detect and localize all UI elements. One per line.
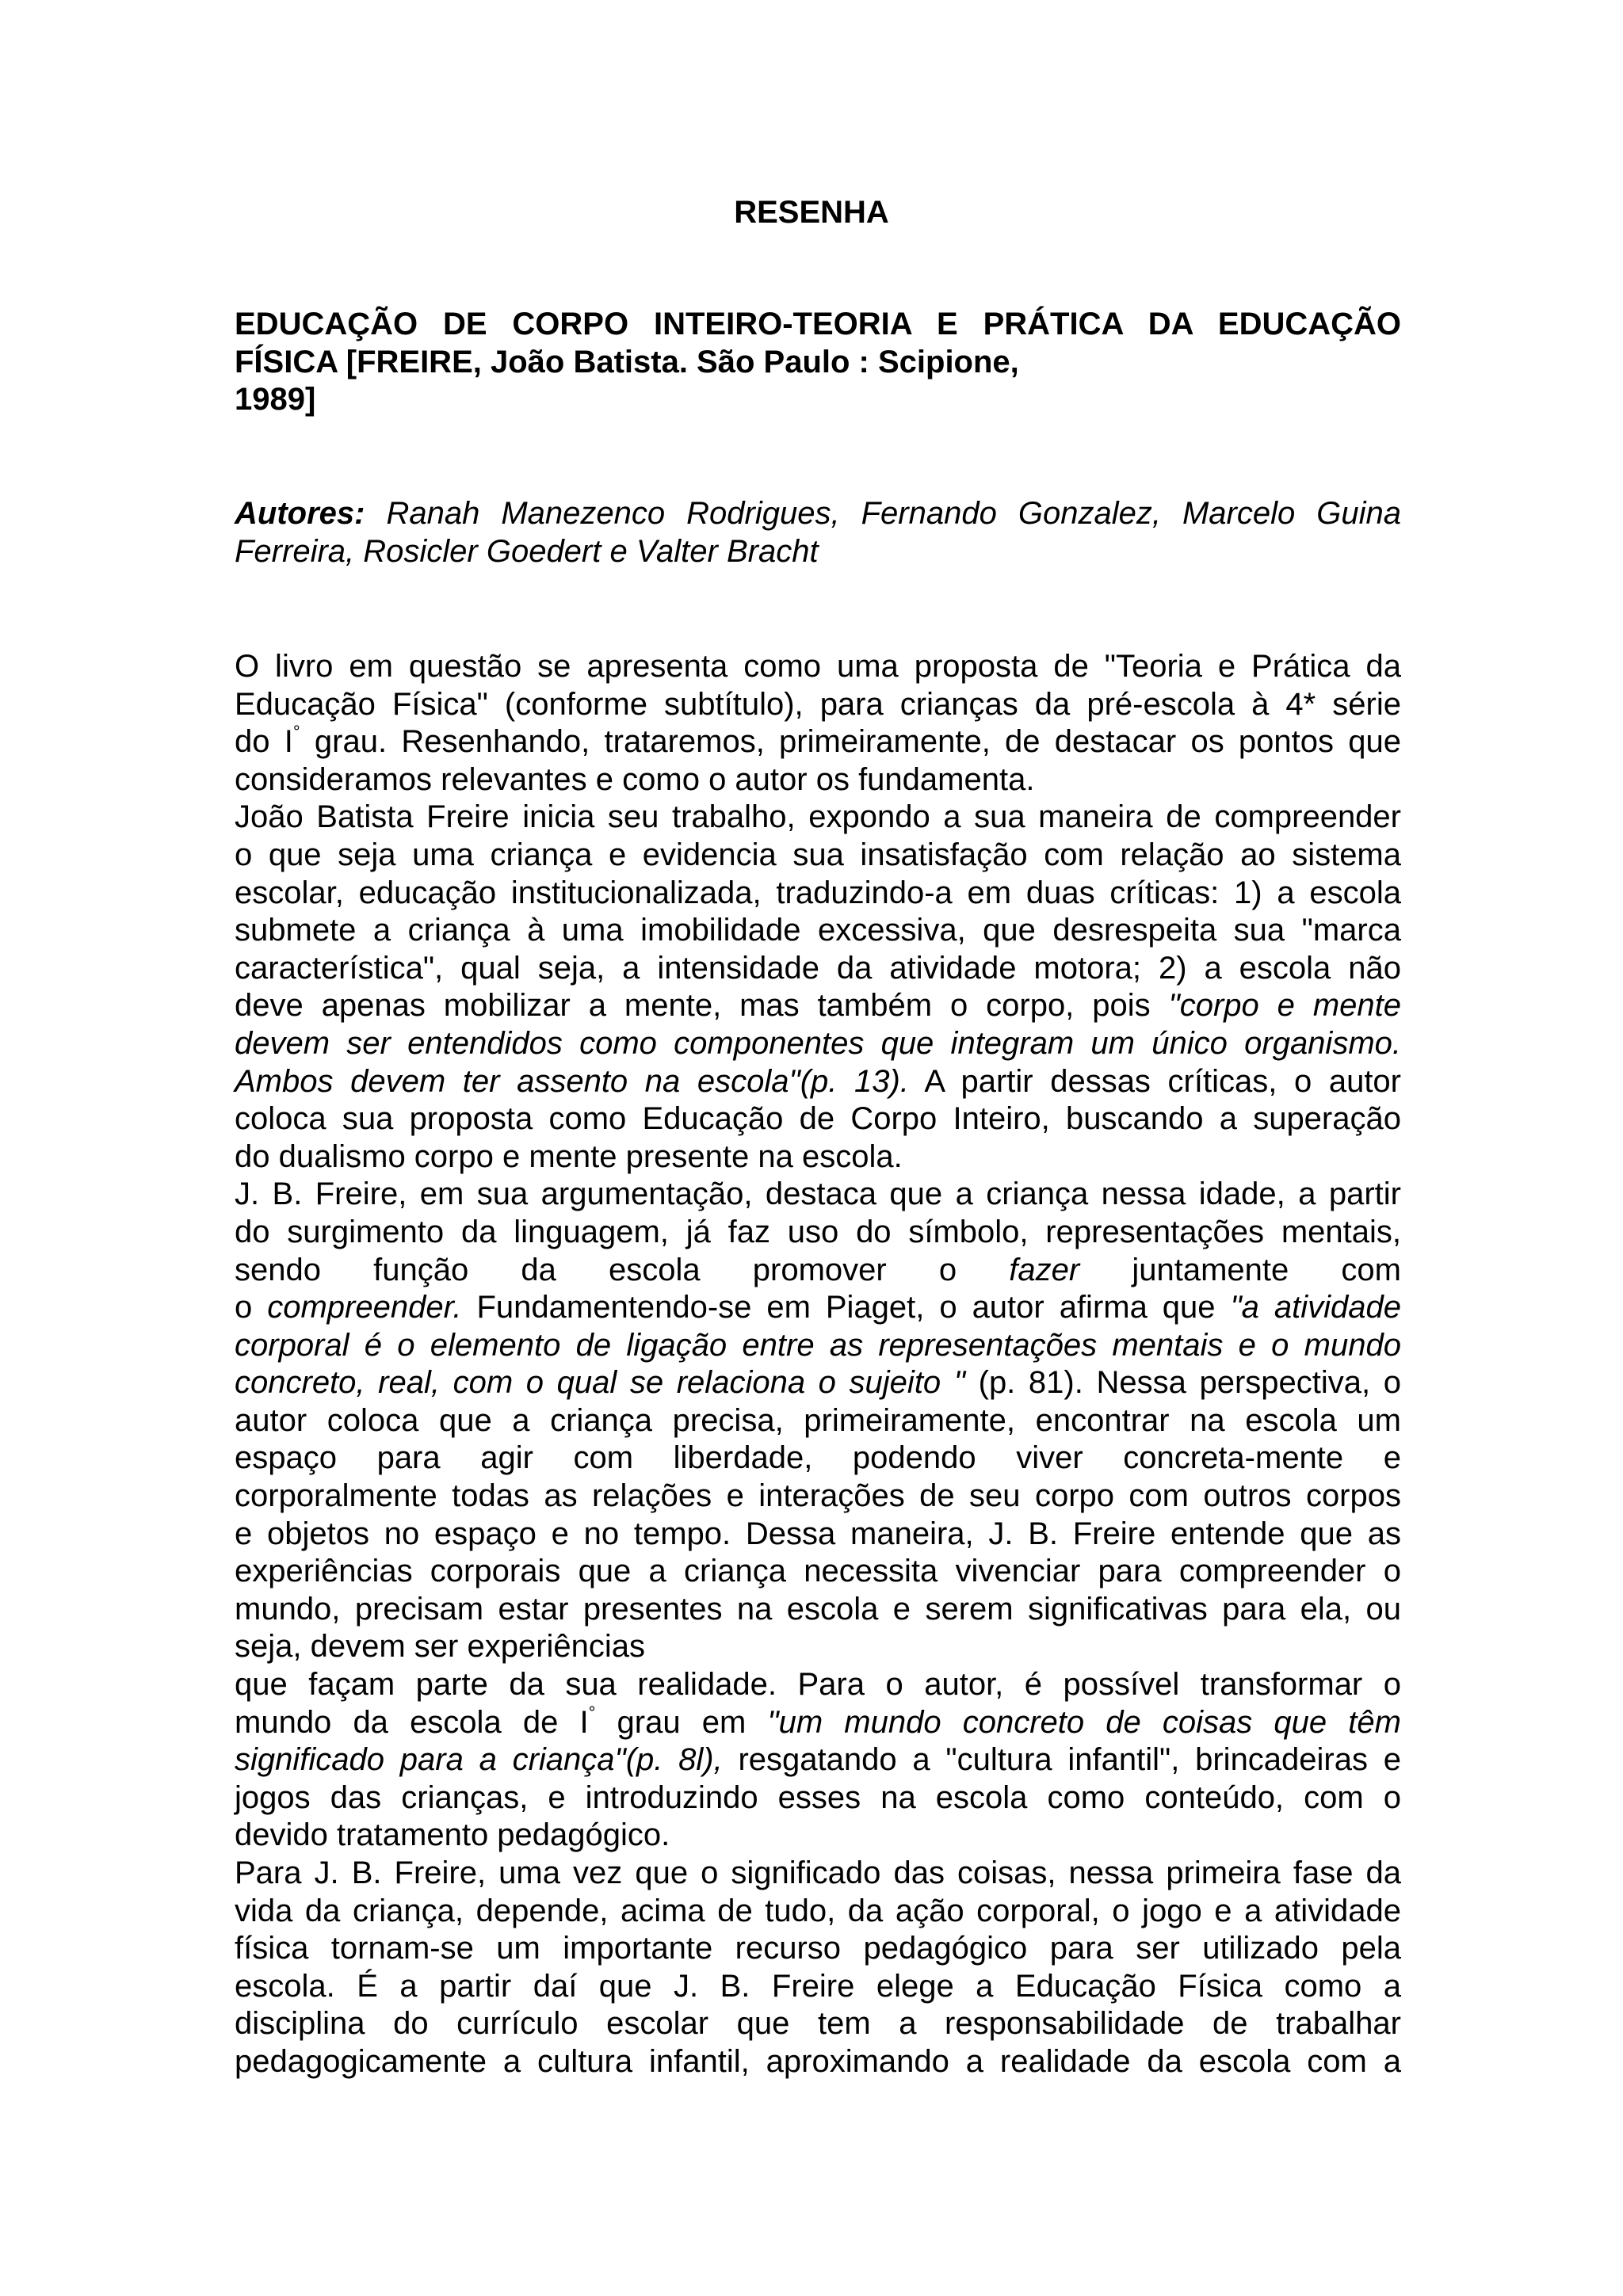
body-line: do dualismo corpo e mente presente na escola. [235,1138,903,1174]
body-line [235,1252,1401,1290]
quote-text: corporal é o elemento de ligação entre as representações mentais e o mundo [235,1327,1401,1363]
authors-label: Autores: [235,496,365,531]
body-text: (p. 81). Nessa perspectiva, o [965,1365,1401,1401]
body-line [235,987,1401,1025]
quote-text: "a atividade [1230,1290,1402,1325]
authors-names-1: Ranah Manezenco Rodrigues, Fernando Gonzalez, Marcelo Guina [365,496,1401,531]
body-line [235,723,1401,761]
body-line: vida da criança, depende, acima de tudo, da ação corporal, o jogo e a atividade [235,1893,1401,1928]
body-line [235,1704,1401,1742]
body-line: seja, devem ser experiências [235,1629,646,1665]
body-line: disciplina do currículo escolar que tem a responsabilidade de trabalhar [235,2006,1401,2042]
body-line: João Batista Freire inicia seu trabalho, expondo a sua maneira de compreender [235,799,1401,835]
body-line: Educação Física" (conforme subtítulo), para crianças da pré-escola à 4* série [235,686,1401,722]
body-line [235,1364,1401,1402]
body-text: do I [235,724,293,760]
body-line: corporalmente todas as relações e interações de seu corpo com outros corpos [235,1478,1401,1514]
authors-paragraph [235,495,1401,570]
body-line [235,1327,1401,1365]
body-line: jogos das crianças, e introduzindo esses na escola como conteúdo, com o [235,1779,1401,1815]
body-line: escola. É a partir daí que J. B. Freire elege a Educação Física como a [235,1968,1401,2004]
quote-text: concreto, real, com o qual se relaciona o sujeito " [235,1365,965,1401]
body-line: experiências corporais que a criança necessita vivenciar para compreender o [235,1554,1401,1589]
body-text: deve apenas mobilizar a mente, mas também o corpo, pois [235,988,1169,1024]
body-line: pedagogicamente a cultura infantil, aproximando a realidade da escola com a [235,2043,1401,2079]
body-line: do surgimento da linguagem, já faz uso do símbolo, representações mentais, [235,1214,1401,1249]
body-line: que façam parte da sua realidade. Para o autor, é possível transformar o [235,1667,1401,1703]
body-text: resgatando a "cultura infantil", brincadeiras e [722,1742,1402,1778]
body-text: sendo função da escola promover o [235,1252,1010,1287]
body-text: Fundamentendo-se em Piaget, o autor afirma que [461,1290,1231,1325]
quote-text: Ambos devem ter assento na escola"(p. 13). [235,1063,909,1099]
emphasis-text: compreender. [267,1290,462,1325]
quote-text: devem ser entendidos como componentes que integram um único organismo. [235,1025,1401,1061]
authors-line-2: Ferreira, Rosicler Goedert e Valter Bracht [235,533,819,569]
review-body [235,648,1401,2081]
body-text: juntamente com [1079,1252,1401,1287]
body-text: grau. Resenhando, trataremos, primeiramente, de destacar os pontos que [300,724,1402,760]
title-line-2: FÍSICA [FREIRE, João Batista. São Paulo : Scipione, [235,344,1019,379]
title-line-1: EDUCAÇÃO DE CORPO INTEIRO-TEORIA E PRÁTICA DA EDUCAÇÃO [235,307,1401,341]
body-line: O livro em questão se apresenta como uma proposta de "Teoria e Prática da [235,649,1401,684]
body-line: submete a criança à uma imobilidade excessiva, que desrespeita sua "marca [235,913,1401,948]
title-line-3: 1989] [235,382,316,418]
degree-mark: ° [292,722,300,742]
body-line: consideramos relevantes e como o autor os fundamenta. [235,761,1035,797]
body-text: A partir dessas críticas, o autor [908,1063,1401,1099]
quote-text: "um mundo concreto de coisas que têm [767,1704,1401,1740]
body-text: grau em [595,1704,768,1740]
body-line: e objetos no espaço e no tempo. Dessa maneira, J. B. Freire entende que as [235,1516,1401,1551]
body-line: coloca sua proposta como Educação de Corpo Inteiro, buscando a superação [235,1101,1401,1137]
body-line [235,1741,1401,1779]
emphasis-text: fazer [1009,1252,1080,1287]
body-line [235,1289,1401,1327]
document-heading: RESENHA [734,195,889,230]
degree-mark: ° [588,1702,596,1722]
quote-text: significado para a criança"(p. 8l), [235,1742,723,1778]
body-line [235,1025,1401,1063]
body-line: Para J. B. Freire, uma vez que o significado das coisas, nessa primeira fase da [235,1855,1401,1890]
body-text: mundo da escola de I [235,1704,589,1740]
body-text: o [235,1290,268,1325]
review-title [235,306,1401,419]
quote-text: "corpo e mente [1168,988,1401,1024]
body-line: espaço para agir com liberdade, podendo viver concreta-mente e [235,1440,1401,1476]
authors-line-1 [235,495,1401,533]
body-line: J. B. Freire, em sua argumentação, destaca que a criança nessa idade, a partir [235,1177,1401,1212]
body-line: o que seja uma criança e evidencia sua insatisfação com relação ao sistema [235,837,1401,872]
body-line: física tornam-se um importante recurso pedagógico para ser utilizado pela [235,1931,1401,1966]
body-line: autor coloca que a criança precisa, primeiramente, encontrar na escola um [235,1402,1401,1438]
body-line: mundo, precisam estar presentes na escola e serem significativas para ela, ou [235,1591,1401,1627]
body-line: escolar, educação institucionalizada, traduzindo-a em duas críticas: 1) a escola [235,875,1401,910]
body-line: devido tratamento pedagógico. [235,1817,670,1853]
body-line [235,1063,1401,1101]
body-line: característica", qual seja, a intensidade da atividade motora; 2) a escola não [235,950,1401,986]
